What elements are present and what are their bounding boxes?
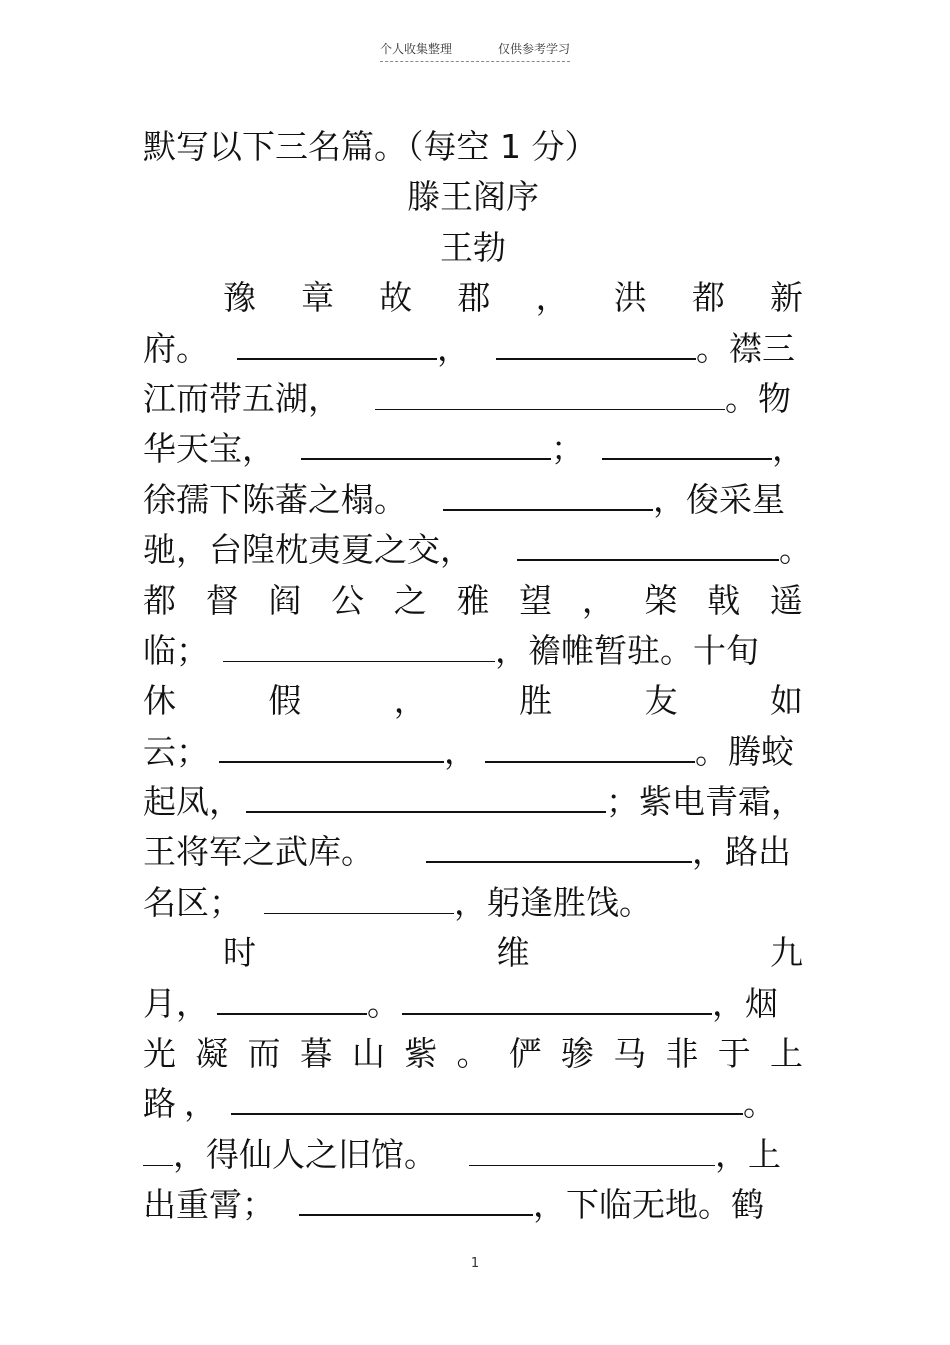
fill-blank[interactable] — [217, 979, 367, 1015]
text-segment: 府。 — [143, 328, 209, 368]
text-segment: ；紫电青霜， — [606, 782, 804, 822]
text-char: 时 — [223, 933, 256, 973]
text-line-17 — [143, 1130, 803, 1180]
text-segment: ， — [184, 1084, 217, 1124]
text-line-13 — [143, 928, 803, 978]
text-char: 友 — [644, 681, 678, 721]
text-segment: 江而带五湖， — [143, 378, 341, 418]
fill-blank[interactable] — [517, 525, 779, 561]
text-char: 之 — [393, 580, 427, 620]
page-header — [380, 40, 570, 62]
text-char: 凝 — [195, 1034, 229, 1074]
text-segment: 名区； — [143, 882, 242, 922]
fill-blank[interactable] — [426, 827, 692, 863]
text-segment: 。 — [367, 983, 400, 1023]
fill-blank[interactable] — [375, 375, 725, 410]
text-segment: 出重霄； — [143, 1185, 275, 1225]
text-segment: ，上 — [715, 1134, 781, 1174]
text-segment: ，得仙人之旧馆。 — [173, 1134, 437, 1174]
text-line-1 — [143, 324, 803, 374]
poem-title: 滕王阁序 — [407, 177, 539, 217]
instruction-text: 默写以下三名篇。（每空 1 分） — [143, 127, 598, 166]
fill-blank[interactable] — [246, 777, 606, 813]
text-char: 假 — [268, 681, 302, 721]
text-char: 新 — [769, 278, 803, 318]
text-char: 戟 — [707, 580, 741, 620]
text-char: 督 — [205, 580, 239, 620]
title-line — [143, 172, 803, 222]
text-segment: 路 — [143, 1084, 176, 1124]
header-left-text: 个人收集整理 — [380, 42, 453, 56]
fill-blank[interactable] — [602, 424, 772, 460]
text-segment: 。 — [743, 1084, 776, 1124]
text-line-14 — [143, 979, 803, 1029]
text-char: 胜 — [519, 681, 553, 721]
author-line — [143, 223, 803, 273]
text-char: 。 — [456, 1034, 490, 1074]
fill-blank[interactable] — [485, 727, 695, 763]
text-char: 望 — [519, 580, 553, 620]
fill-blank[interactable] — [402, 979, 712, 1015]
text-segment: 。腾蛟 — [695, 731, 794, 771]
poem-author: 王勃 — [440, 227, 506, 267]
text-char: 雅 — [456, 580, 490, 620]
text-segment: ， — [772, 429, 805, 469]
text-segment: 。襟三 — [696, 328, 795, 368]
text-char: 遥 — [769, 580, 803, 620]
text-char: 山 — [352, 1034, 385, 1074]
text-segment: ，躬逢胜饯。 — [454, 882, 652, 922]
text-char: 郡 — [457, 278, 491, 318]
text-line-3 — [143, 424, 803, 474]
text-segment: 云； — [143, 731, 209, 771]
text-line-8 — [143, 676, 803, 726]
text-char: 光 — [143, 1034, 176, 1074]
text-line-16 — [143, 1079, 803, 1129]
fill-blank[interactable] — [469, 1131, 715, 1166]
text-segment: 王将军之武库。 — [143, 832, 374, 872]
text-segment: ，路出 — [692, 832, 791, 872]
text-segment: 月， — [143, 983, 209, 1023]
text-segment: ，襜帷暂驻。十旬 — [495, 630, 759, 670]
header-right-text: 仅供参考学习 — [497, 42, 570, 56]
text-char: 公 — [331, 580, 365, 620]
fill-blank[interactable] — [299, 1180, 533, 1216]
text-char: 紫 — [404, 1034, 438, 1074]
text-char: 骖 — [561, 1034, 594, 1074]
text-char: ， — [393, 681, 427, 721]
fill-blank[interactable] — [496, 324, 696, 360]
text-char: ， — [581, 580, 615, 620]
text-line-11 — [143, 827, 803, 877]
text-segment: 驰，台隍枕夷夏之交， — [143, 530, 473, 570]
text-char: 棨 — [644, 580, 678, 620]
text-char: ， — [535, 278, 569, 318]
text-char: 阎 — [268, 580, 302, 620]
text-line-10 — [143, 777, 803, 827]
text-segment: 。物 — [725, 378, 791, 418]
text-segment: ； — [551, 429, 584, 469]
text-line-2 — [143, 374, 803, 424]
fill-blank[interactable] — [223, 627, 495, 662]
text-char: 九 — [770, 933, 803, 973]
text-segment: 华天宝， — [143, 429, 275, 469]
text-char: 而 — [247, 1034, 281, 1074]
text-line-18 — [143, 1180, 803, 1230]
text-segment: ， — [437, 328, 470, 368]
text-char: 豫 — [223, 278, 256, 318]
text-segment: ，烟 — [712, 983, 778, 1023]
text-line-4 — [143, 475, 803, 525]
text-line-6 — [143, 576, 803, 626]
text-char: 如 — [769, 681, 803, 721]
text-char: 俨 — [508, 1034, 542, 1074]
text-line-7 — [143, 626, 803, 676]
fill-blank[interactable] — [443, 475, 653, 511]
text-char: 章 — [301, 278, 335, 318]
text-char: 马 — [613, 1034, 647, 1074]
text-segment: 徐孺下陈蕃之榻。 — [143, 479, 407, 519]
text-line-0 — [143, 273, 803, 323]
fill-blank[interactable] — [301, 424, 551, 460]
text-char: 暮 — [299, 1034, 333, 1074]
text-line-15 — [143, 1029, 803, 1079]
text-char: 维 — [496, 933, 530, 973]
text-segment: ，俊采星 — [653, 479, 785, 519]
text-char: 都 — [691, 278, 725, 318]
text-char: 故 — [379, 278, 413, 318]
fill-blank[interactable] — [264, 879, 454, 914]
text-segment: 起凤， — [143, 782, 242, 822]
text-line-12 — [143, 878, 803, 928]
fill-blank[interactable] — [219, 727, 444, 763]
text-char: 上 — [770, 1034, 803, 1074]
instruction-line — [143, 122, 803, 172]
text-segment: 临； — [143, 630, 209, 670]
text-char: 非 — [665, 1034, 699, 1074]
text-char: 洪 — [613, 278, 647, 318]
text-segment: ， — [444, 731, 477, 771]
fill-blank[interactable] — [237, 324, 437, 360]
text-line-9 — [143, 727, 803, 777]
text-char: 休 — [143, 681, 176, 721]
fill-blank[interactable] — [231, 1079, 743, 1115]
text-segment: ，下临无地。鹤 — [533, 1185, 764, 1225]
document-body — [143, 122, 812, 1231]
text-char: 都 — [143, 580, 176, 620]
text-segment: 。 — [779, 530, 812, 570]
text-char: 于 — [717, 1034, 751, 1074]
page-number: 1 — [470, 1256, 480, 1271]
fill-blank[interactable] — [143, 1131, 173, 1166]
text-line-5 — [143, 525, 812, 575]
